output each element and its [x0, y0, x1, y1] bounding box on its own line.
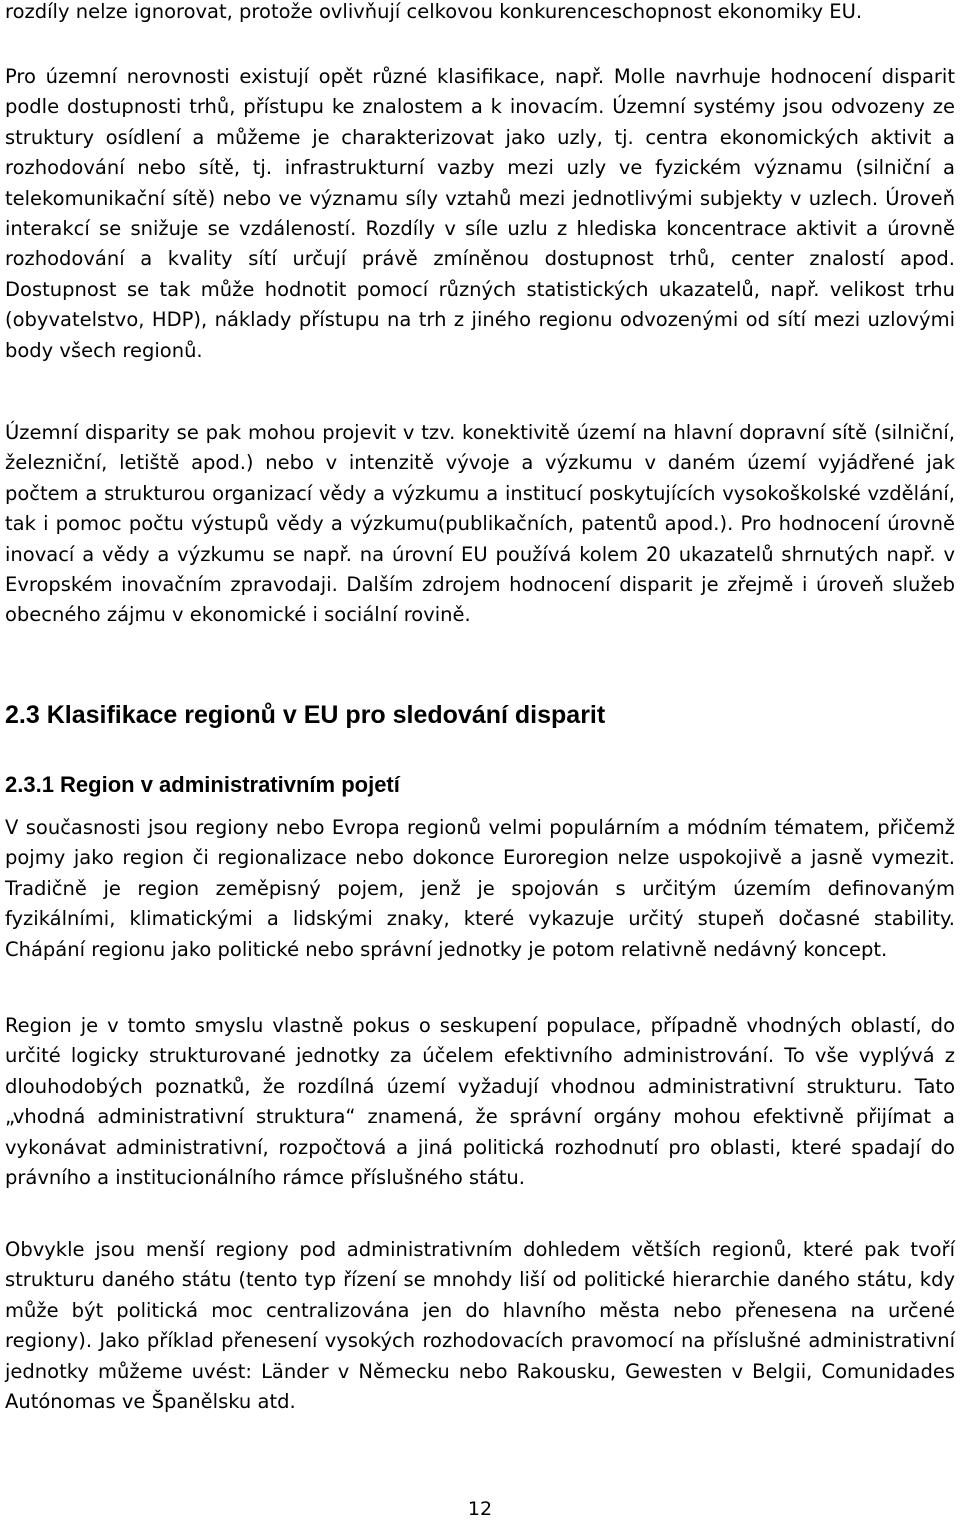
- paragraph-disparities-intro: rozdíly nelze ignorovat, protože ovlivňují celkovou konkurenceschopnost ekonomiky EU.: [5, 0, 863, 23]
- page-number: 12: [467, 1498, 493, 1520]
- paragraph-region-meaning: Region je v tomto smyslu vlastně pokus o seskupení populace, případně vhodných oblastí, do určité logicky strukturované jednotky za účelem efektivního administrování. To vše vyplývá z dlouhodobých poznatků, že rozdílná území vyžadují vhodnou administrativní strukturu. Tato „vhodná administrativní struktura“ znamená, že správní orgány mohou efektivně přijímat a vykonávat administrativní, rozpočtová a jiná politická rozhodnutí pro oblasti, které spadají do právního a institucionálního rámce příslušného státu.: [5, 1014, 955, 1190]
- paragraph-territorial-inequalities: Pro územní nerovnosti existují opět různé klasifikace, např. Molle navrhuje hodnocení disparit podle dostupnosti trhů, přístupu ke znalostem a k inovacím. Územní systémy jsou odvozeny ze struktury osídlení a můžeme je charakterizovat jako uzly, tj. centra ekonomických aktivit a rozhodování nebo sítě, tj. infrastrukturní vazby mezi uzly ve fyzickém významu (silniční a telekomunikační sítě) nebo ve významu síly vztahů mezi jednotlivými subjekty v uzlech. Úroveň interakcí se snižuje se vzdáleností. Rozdíly v síle uzlu z hlediska koncentrace aktivit a úrovně rozhodování a kvality sítí určují právě zmíněnou dostupnost trhů, center znalostí apod. Dostupnost se tak může hodnotit pomocí různých statistických ukazatelů, např. velikost trhu (obyvatelstvo, HDP), náklady přístupu na trh z jiného regionu odvozenými od sítí mezi uzlovými body všech regionů.: [5, 65, 955, 362]
- section-heading: 2.3 Klasifikace regionů v EU pro sledování disparit: [5, 701, 606, 729]
- paragraph-regions-current: V současnosti jsou regiony nebo Evropa regionů velmi populárním a módním tématem, přičemž pojmy jako region či regionalizace nebo dokonce Euroregion nelze uspokojivě a jasně vymezit. Tradičně je region zeměpisný pojem, jenž je spojován s určitým územím definovaným fyzikálními, klimatickými a lidskými znaky, které vykazuje určitý stupeň dočasné stability. Chápání regionu jako politické nebo správní jednotky je potom relativně nedávný koncept.: [5, 816, 955, 961]
- paragraph-territorial-disparities: Územní disparity se pak mohou projevit v tzv. konektivitě území na hlavní dopravní sítě (silniční, železniční, letiště apod.) nebo v intenzitě vývoje a výzkumu v daném území vyjádřené jak počtem a strukturou organizací vědy a výzkumu a institucí poskytujících vysokoškolské vzdělání, tak i pomoc počtu výstupů vědy a výzkumu(publikačních, patentů apod.). Pro hodnocení úrovně inovací a vědy a výzkumu se např. na úrovní EU používá kolem 20 ukazatelů shrnutých např. v Evropském inovačním zpravodaji. Dalším zdrojem hodnocení disparit je zřejmě i úroveň služeb obecného zájmu v ekonomické i sociální rovině.: [5, 421, 955, 627]
- subsection-heading: 2.3.1 Region v administrativním pojetí: [5, 772, 400, 797]
- paragraph-smaller-regions: Obvykle jsou menší regiony pod administrativním dohledem větších regionů, které pak tvoří strukturu daného státu (tento typ řízení se mnohdy liší od politické hierarchie daného státu, kdy může být politická moc centralizována jen do hlavního města nebo přenesena na určené regiony). Jako příklad přenesení vysokých rozhodovacích pravomocí na příslušné administrativní jednotky můžeme uvést: Länder v Německu nebo Rakousku, Gewesten v Belgii, Comunidades Autónomas ve Španělsku atd.: [5, 1238, 955, 1414]
